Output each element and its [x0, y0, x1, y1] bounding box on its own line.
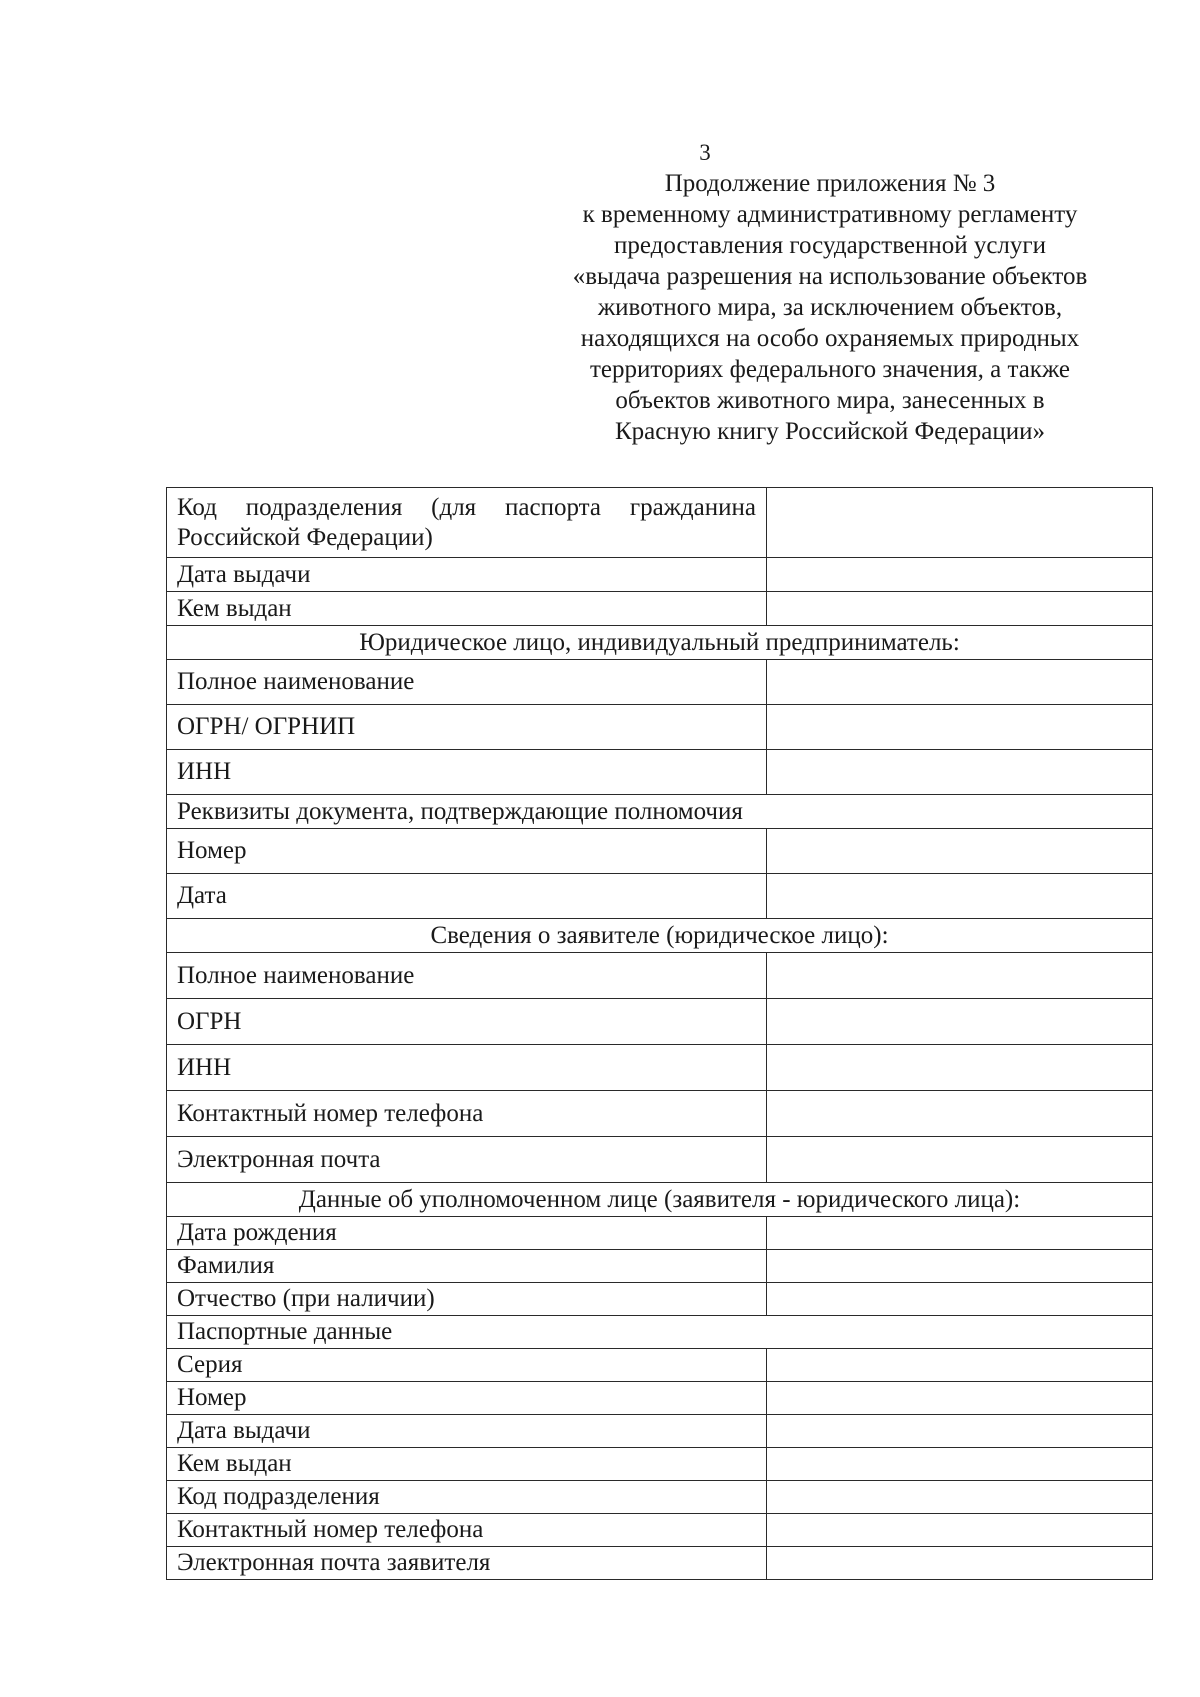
number-field[interactable] [767, 829, 1153, 874]
table-row [167, 874, 1153, 919]
table-row [167, 1137, 1153, 1183]
table-row [167, 558, 1153, 592]
issued-by-field[interactable] [767, 592, 1153, 626]
table-row [167, 592, 1153, 626]
table-row [167, 1349, 1153, 1382]
issue-date-field[interactable] [767, 558, 1153, 592]
legal-entity-section-title: Юридическое лицо, индивидуальный предприниматель: [167, 626, 1153, 660]
surname-label: Фамилия [167, 1250, 767, 1283]
table-row [167, 919, 1153, 953]
table-row [167, 705, 1153, 750]
application-form-table [166, 487, 1153, 1580]
applicant-email-field[interactable] [767, 1137, 1153, 1183]
header-line: предоставления государственной услуги [613, 232, 1047, 259]
table-row [167, 1382, 1153, 1415]
birth-date-label: Дата рождения [167, 1217, 767, 1250]
table-row [167, 1316, 1153, 1349]
inn-label: ИНН [167, 750, 767, 795]
rep-phone-label: Контактный номер телефона [167, 1514, 767, 1547]
table-row [167, 1045, 1153, 1091]
table-row [167, 626, 1153, 660]
table-row [167, 750, 1153, 795]
applicant-inn-field[interactable] [767, 1045, 1153, 1091]
header-line: животного мира, за исключением объектов, [597, 294, 1063, 321]
issue-date-label: Дата выдачи [167, 558, 767, 592]
ogrn-field[interactable] [767, 705, 1153, 750]
date-label: Дата [167, 874, 767, 919]
rep-issued-by-label: Кем выдан [167, 1448, 767, 1481]
rep-phone-field[interactable] [767, 1514, 1153, 1547]
table-row [167, 1514, 1153, 1547]
table-row [167, 1415, 1153, 1448]
table-row [167, 660, 1153, 705]
header-line: «выдача разрешения на использование объектов [572, 263, 1088, 290]
series-field[interactable] [767, 1349, 1153, 1382]
full-name-label: Полное наименование [167, 660, 767, 705]
table-row [167, 1183, 1153, 1217]
table-row [167, 829, 1153, 874]
division-code-field[interactable] [767, 488, 1153, 558]
applicant-ogrn-field[interactable] [767, 999, 1153, 1045]
label-line: Код подразделения (для паспорта гражданина [177, 493, 756, 521]
inn-field[interactable] [767, 750, 1153, 795]
table-row [167, 999, 1153, 1045]
rep-division-code-field[interactable] [767, 1481, 1153, 1514]
passport-data-label: Паспортные данные [167, 1316, 1153, 1349]
patronymic-field[interactable] [767, 1283, 1153, 1316]
applicant-full-name-label: Полное наименование [167, 953, 767, 999]
header-line: к временному административному регламенту [582, 201, 1078, 228]
surname-field[interactable] [767, 1250, 1153, 1283]
table-row [167, 488, 1153, 558]
header-line: находящихся на особо охраняемых природных [580, 325, 1080, 352]
table-row [167, 1217, 1153, 1250]
header-line: территориях федерального значения, а также [590, 356, 1070, 383]
patronymic-label: Отчество (при наличии) [167, 1283, 767, 1316]
header-line: объектов животного мира, занесенных в [615, 387, 1045, 414]
rep-issue-date-label: Дата выдачи [167, 1415, 767, 1448]
rep-division-code-label: Код подразделения [167, 1481, 767, 1514]
rep-email-label: Электронная почта заявителя [167, 1547, 767, 1580]
birth-date-field[interactable] [767, 1217, 1153, 1250]
header-line: Продолжение приложения № 3 [664, 170, 996, 197]
representative-section-title: Данные об уполномоченном лице (заявителя - юридического лица): [167, 1183, 1153, 1217]
table-row [167, 1448, 1153, 1481]
division-code-label [167, 488, 767, 558]
authority-docs-label: Реквизиты документа, подтверждающие полномочия [167, 795, 1153, 829]
applicant-inn-label: ИНН [167, 1045, 767, 1091]
applicant-section-title: Сведения о заявителе (юридическое лицо): [167, 919, 1153, 953]
header-line: Красную книгу Российской Федерации» [614, 418, 1046, 445]
table-row [167, 1091, 1153, 1137]
rep-issued-by-field[interactable] [767, 1448, 1153, 1481]
full-name-field[interactable] [767, 660, 1153, 705]
appendix-header [520, 168, 1140, 447]
table-row [167, 1250, 1153, 1283]
label-line: Российской Федерации) [177, 523, 433, 551]
rep-email-field[interactable] [767, 1547, 1153, 1580]
ogrn-label: ОГРН/ ОГРНИП [167, 705, 767, 750]
rep-number-label: Номер [167, 1382, 767, 1415]
series-label: Серия [167, 1349, 767, 1382]
applicant-full-name-field[interactable] [767, 953, 1153, 999]
table-row [167, 1547, 1153, 1580]
issued-by-label: Кем выдан [167, 592, 767, 626]
applicant-ogrn-label: ОГРН [167, 999, 767, 1045]
applicant-phone-label: Контактный номер телефона [167, 1091, 767, 1137]
table-row [167, 953, 1153, 999]
table-row [167, 1481, 1153, 1514]
rep-issue-date-field[interactable] [767, 1415, 1153, 1448]
applicant-email-label: Электронная почта [167, 1137, 767, 1183]
table-row [167, 795, 1153, 829]
page-number: 3 [699, 140, 711, 165]
table-row [167, 1283, 1153, 1316]
rep-number-field[interactable] [767, 1382, 1153, 1415]
applicant-phone-field[interactable] [767, 1091, 1153, 1137]
number-label: Номер [167, 829, 767, 874]
date-field[interactable] [767, 874, 1153, 919]
